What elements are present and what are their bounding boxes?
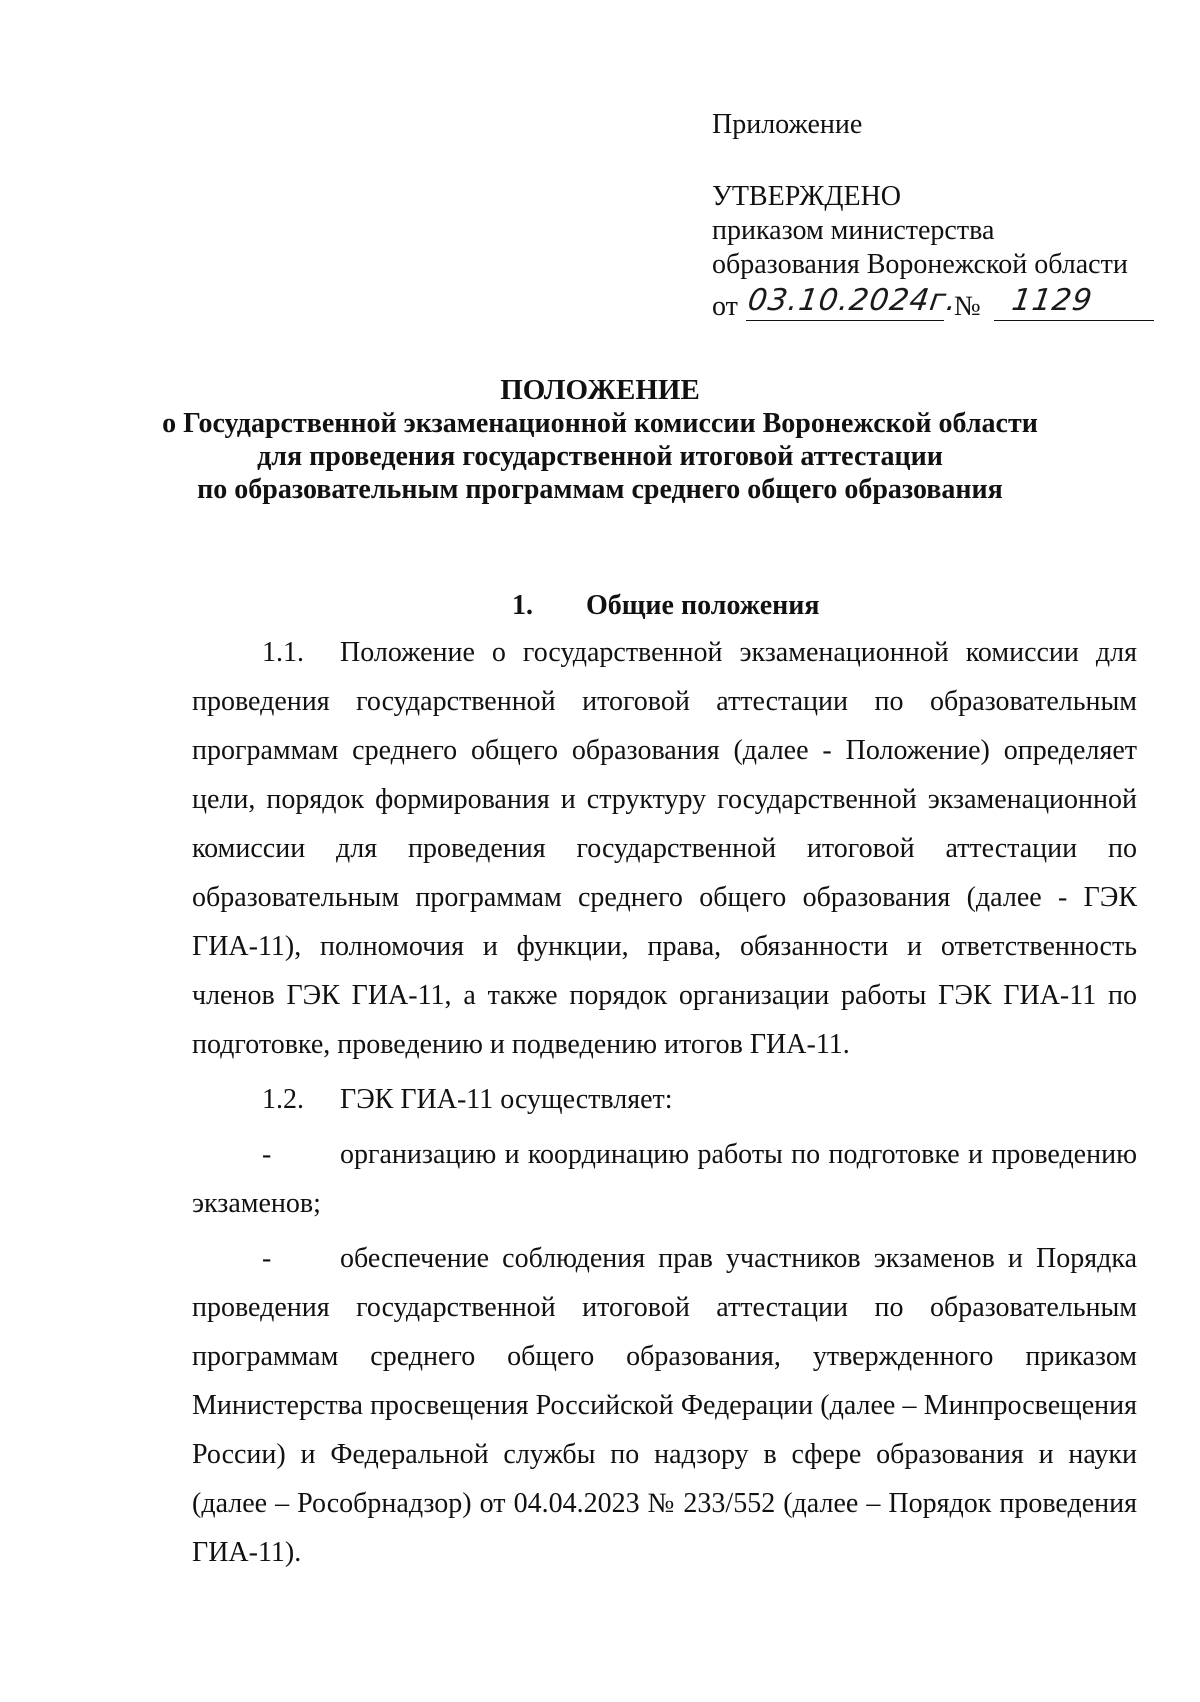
list-item [192,1234,1137,1577]
list-dash: - [262,1139,272,1170]
paragraph-1-1 [192,628,1137,1069]
number-underline [994,320,1154,321]
section-number: 1. [512,590,533,621]
order-date-number-row [712,284,1128,324]
paragraph-1-2 [192,1075,1137,1124]
body-text [192,628,1137,1577]
approved-by-line-2: образования Воронежской области [712,249,1128,280]
date-prefix: от [712,291,738,322]
title-line-1: о Государственной экзаменационной комиссии Воронежской области [162,408,1038,439]
list-item-text: организацию и координацию работы по подготовке и проведению экзаменов; [192,1139,1137,1219]
number-sign: № [954,291,981,322]
paragraph-text: ГЭК ГИА-11 осуществляет: [340,1084,673,1115]
date-underline [746,320,944,321]
title-line-2: для проведения государственной итоговой аттестации [257,441,943,472]
approved-label: УТВЕРЖДЕНО [712,181,902,212]
title-line-3: по образовательным программам среднего общего образования [197,474,1003,505]
list-item [192,1130,1137,1228]
paragraph-number: 1.1. [262,637,304,668]
list-item-text: обеспечение соблюдения прав участников экзаменов и Порядка проведения государственной итоговой аттестации по образовательным программам среднего общего образования, утвержденного приказом Министерства просвещения Российской Федерации (далее – Минпросвещения России) и Федеральной службы по надзору в сфере образования и науки (далее – Рособрнадзор) от 04.04.2023 № 233/552 (далее – Порядок проведения ГИА-11). [192,1243,1137,1568]
list-dash: - [262,1243,272,1274]
section-title: Общие положения [586,590,820,621]
approval-block [712,108,1128,324]
paragraph-text: Положение о государственной экзаменационной комиссии для проведения государственной итоговой аттестации по образовательным программам среднего общего образования (далее - Положение) определяет цели, порядок формирования и структуру государственной экзаменационной комиссии для проведения государственной итоговой аттестации по образовательным программам среднего общего образования (далее - ГЭК ГИА-11), полномочия и функции, права, обязанности и ответственность членов ГЭК ГИА-11, а также порядок организации работы ГЭК ГИА-11 по подготовке, проведению и подведению итогов ГИА-11. [192,637,1137,1060]
handwritten-order-number: 1129 [1009,283,1095,318]
paragraph-number: 1.2. [262,1084,304,1115]
handwritten-date: 03.10.2024г. [745,283,960,318]
title-main: ПОЛОЖЕНИЕ [500,374,700,406]
approved-by-line-1: приказом министерства [712,215,995,246]
document-title [0,374,1200,506]
appendix-label: Приложение [712,109,863,140]
